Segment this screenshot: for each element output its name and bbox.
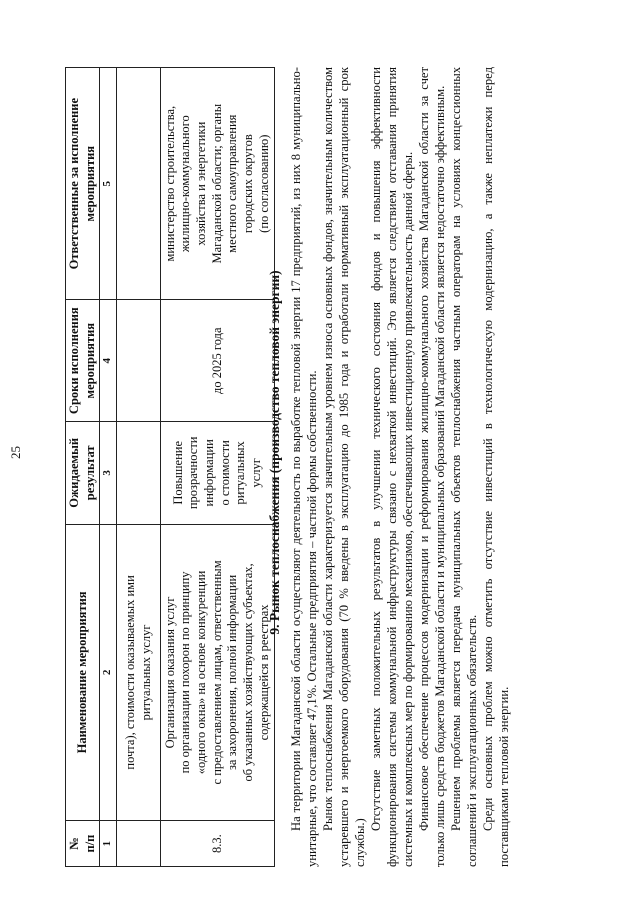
cell-deadline: до 2025 года [161, 300, 275, 422]
header-result-label: Ожидаемый результат [67, 437, 97, 508]
table-row-continued [117, 68, 161, 867]
col-number-2: 2 [100, 524, 117, 821]
measures-table [65, 67, 275, 867]
table-header-row [66, 68, 100, 867]
cell-cont-deadline [117, 300, 161, 422]
cell-responsible: министерство строительства, жилищно-коммунального хозяйства и энергетики Магаданской области; органы местного самоуправления городских округов (по согласованию) [161, 68, 275, 300]
header-name-label: Наименование мероприятия [74, 591, 89, 754]
cell-cont-responsible [117, 68, 161, 300]
column-number-row [100, 68, 117, 867]
cell-cont-result [117, 422, 161, 525]
cell-name: Организация оказания услуг по организации похорон по принципу «одного окна» на основе конкуренции с предоставлением лицам, ответственным за захоронения, полной информации об указанных хозяйствующих субъектах, содержащейся в реестрах [161, 524, 275, 821]
col-number-4: 4 [100, 300, 117, 422]
header-responsible-label: Ответственные за исполнение мероприятия [67, 97, 97, 270]
header-number-label: № п/п [67, 834, 97, 853]
page-number: 25 [8, 446, 23, 459]
paragraph: Финансовое обеспечение процессов модернизации и реформирования жилищно-коммунального хозяйства Магаданской области за счет только лишь средств бюджетов Магаданской области и муниципальных образований Магаданской области является недостаточно эффективным. [417, 67, 447, 867]
header-name [66, 524, 100, 821]
cell-result: Повышение прозрачности информации о стоимости ритуальных услуг [161, 422, 275, 525]
header-responsible [66, 68, 100, 300]
paragraph: На территории Магаданской области осуществляют деятельность по выработке тепловой энергии 17 предприятий, из них 8 муниципально-унитарные, что составляет 47,1%. Остальные предприятия – частной формы собственности. [289, 67, 319, 867]
cell-cont-num [117, 821, 161, 867]
header-deadline-label: Сроки исполнения мероприятия [67, 307, 97, 415]
table-row-8-3 [161, 68, 275, 867]
cell-cont-name: почта), стоимости оказываемых ими ритуальных услуг [117, 524, 161, 821]
paragraph: Среди основных проблем можно отметить отсутствие инвестиций в технологическую модернизацию, а также неплатежи перед поставщиками тепловой энергии. [481, 67, 511, 867]
cell-num: 8.3. [161, 821, 275, 867]
paragraph: Решением проблемы является передача муниципальных объектов теплоснабжения частным операторам на условиях концессионных соглашений и эксплуатационных обязательств. [449, 67, 479, 867]
header-number [66, 821, 100, 867]
header-result [66, 422, 100, 525]
paragraph: Отсутствие заметных положительных результатов в улучшении технического состояния фондов и повышения эффективности функционирования системы коммунальной инфраструктуры связано с нехваткой инвестиций. Это является следствием отставания принятия системных и комплексных мер по формированию механизмов, обеспечивающих инвестиционную привлекательность данной сферы. [369, 67, 415, 867]
section-heading: 9. Рынок теплоснабжения (производство тепловой энергии) [267, 270, 282, 635]
col-number-3: 3 [100, 422, 117, 525]
section-body [288, 67, 512, 867]
col-number-5: 5 [100, 68, 117, 300]
header-deadline [66, 300, 100, 422]
paragraph: Рынок теплоснабжения Магаданской области характеризуется значительным уровнем износа основных фондов, значительным количеством устаревшего и энергоемкого оборудования (70 % введены в эксплуатацию до 1985 года и отработали нормативный эксплуатационный срок службы.) [321, 67, 367, 867]
col-number-1: 1 [100, 821, 117, 867]
